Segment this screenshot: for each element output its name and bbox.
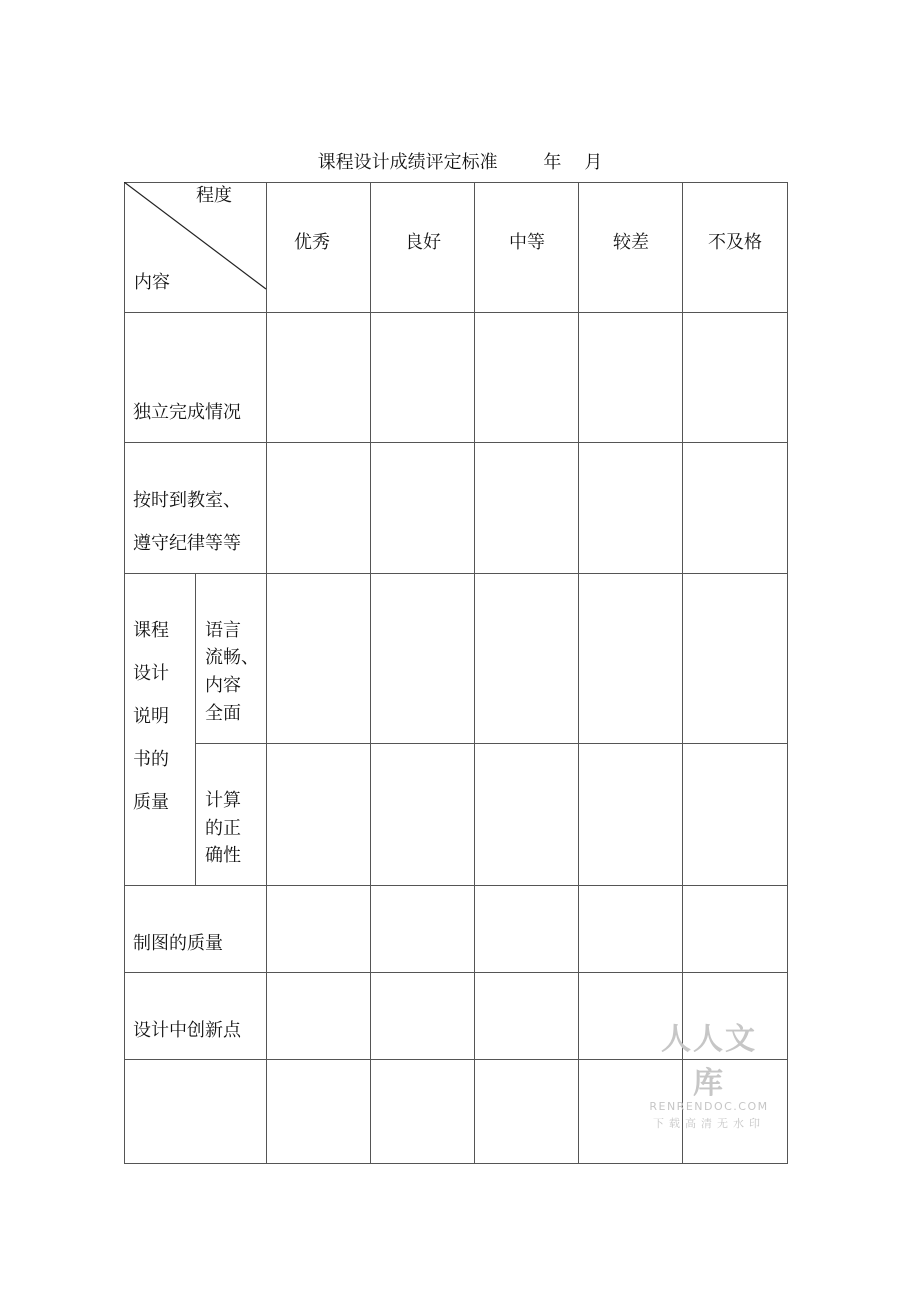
watermark-domain: RENRENDOC.COM — [649, 1100, 769, 1113]
row-divider — [124, 442, 788, 443]
row-divider — [124, 573, 788, 574]
column-header-fail: 不及格 — [708, 232, 762, 253]
sub-row-label-language: 内容 — [205, 675, 241, 696]
row-label-drawing: 制图的质量 — [133, 933, 223, 954]
watermark-brand: 人人文库 — [661, 1022, 757, 1101]
row-divider — [124, 972, 788, 973]
row-divider — [196, 743, 788, 744]
sub-row-label-language: 语言 — [205, 620, 241, 641]
watermark — [646, 1014, 772, 1131]
row-label-attendance-2: 遵守纪律等等 — [133, 533, 241, 554]
row-label-spec-quality: 课程 — [133, 620, 169, 641]
column-divider — [474, 182, 475, 1164]
row-label-spec-quality: 质量 — [133, 792, 169, 813]
column-divider — [370, 182, 371, 1164]
column-divider — [266, 182, 267, 1164]
row-label-spec-quality: 设计 — [133, 663, 169, 684]
page-title: 课程设计成绩评定标准 年 月 — [317, 152, 603, 173]
row-label-spec-quality: 书的 — [133, 749, 169, 770]
corner-label-degree: 程度 — [196, 185, 232, 206]
sub-row-label-language: 流畅、 — [205, 647, 259, 668]
column-header-medium: 中等 — [509, 232, 545, 253]
sub-row-label-calculation: 计算 — [205, 790, 241, 811]
row-label-attendance-1: 按时到教室、 — [133, 490, 241, 511]
column-divider — [578, 182, 579, 1164]
sub-row-label-calculation: 的正 — [205, 818, 241, 839]
watermark-slogan: 下载高清无水印 — [653, 1117, 765, 1130]
column-header-poor: 较差 — [613, 232, 649, 253]
sub-row-label-language: 全面 — [205, 703, 241, 724]
column-header-good: 良好 — [405, 232, 441, 253]
row-label-innovation: 设计中创新点 — [133, 1020, 241, 1041]
sub-column-divider — [195, 573, 196, 885]
column-header-excellent: 优秀 — [294, 232, 330, 253]
sub-row-label-calculation: 确性 — [205, 845, 241, 866]
corner-label-content: 内容 — [134, 272, 170, 293]
row-label-independent: 独立完成情况 — [133, 402, 241, 423]
row-divider — [124, 885, 788, 886]
row-label-spec-quality: 说明 — [133, 706, 169, 727]
